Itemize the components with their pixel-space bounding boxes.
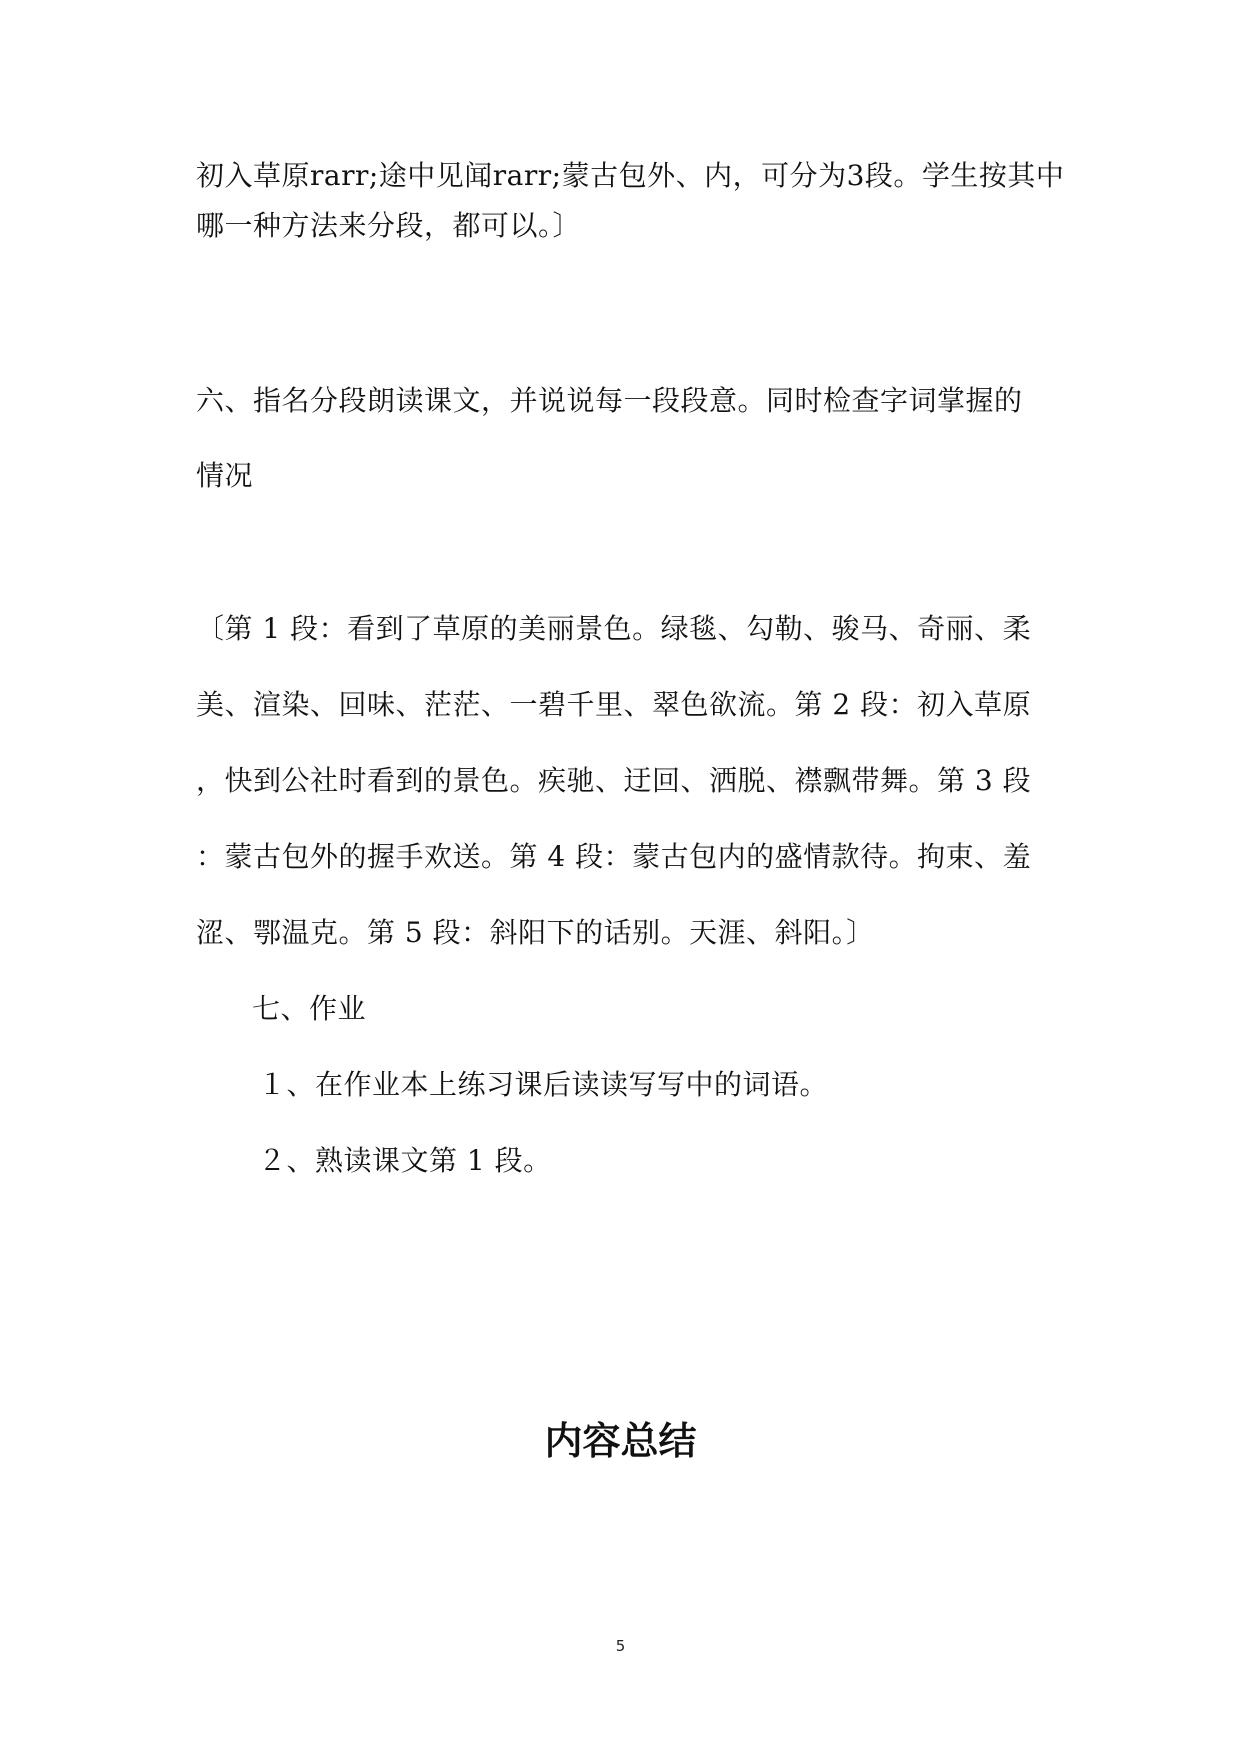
paragraph2-line-4: ：蒙古包外的握手欢送。第 4 段：蒙古包内的盛情款待。拘束、羞 [196,840,1032,873]
section6-line-2: 情况 [196,459,254,492]
paragraph1-line-2: 哪一种方法来分段，都可以。〕 [196,209,582,242]
paragraph2-line-3: ，快到公社时看到的景色。疾驰、迂回、洒脱、襟飘带舞。第 3 段 [196,764,1032,797]
paragraph2-line-1: 〔第 1 段：看到了草原的美丽景色。绿毯、勾勒、骏马、奇丽、柔 [196,612,1032,645]
section6-line-1: 六、指名分段朗读课文，并说说每一段段意。同时检查字词掌握的 [196,384,1023,417]
section7-title: 七、作业 [252,992,367,1025]
summary-heading: 内容总结 [544,1419,697,1463]
paragraph1-line-1: 初入草原rarr;途中见闻rarr;蒙古包外、内，可分为3段。学生按其中 [196,159,1065,192]
page-number: 5 [615,1637,626,1655]
paragraph2-line-5: 涩、鄂温克。第 5 段：斜阳下的话别。天涯、斜阳。〕 [196,916,875,949]
section7-item-2: ２、熟读课文第 1 段。 [258,1144,552,1177]
section7-item-1: １、在作业本上练习课后读读写写中的词语。 [258,1068,829,1101]
paragraph2-line-2: 美、渲染、回味、茫茫、一碧千里、翠色欲流。第 2 段：初入草原 [196,688,1032,721]
